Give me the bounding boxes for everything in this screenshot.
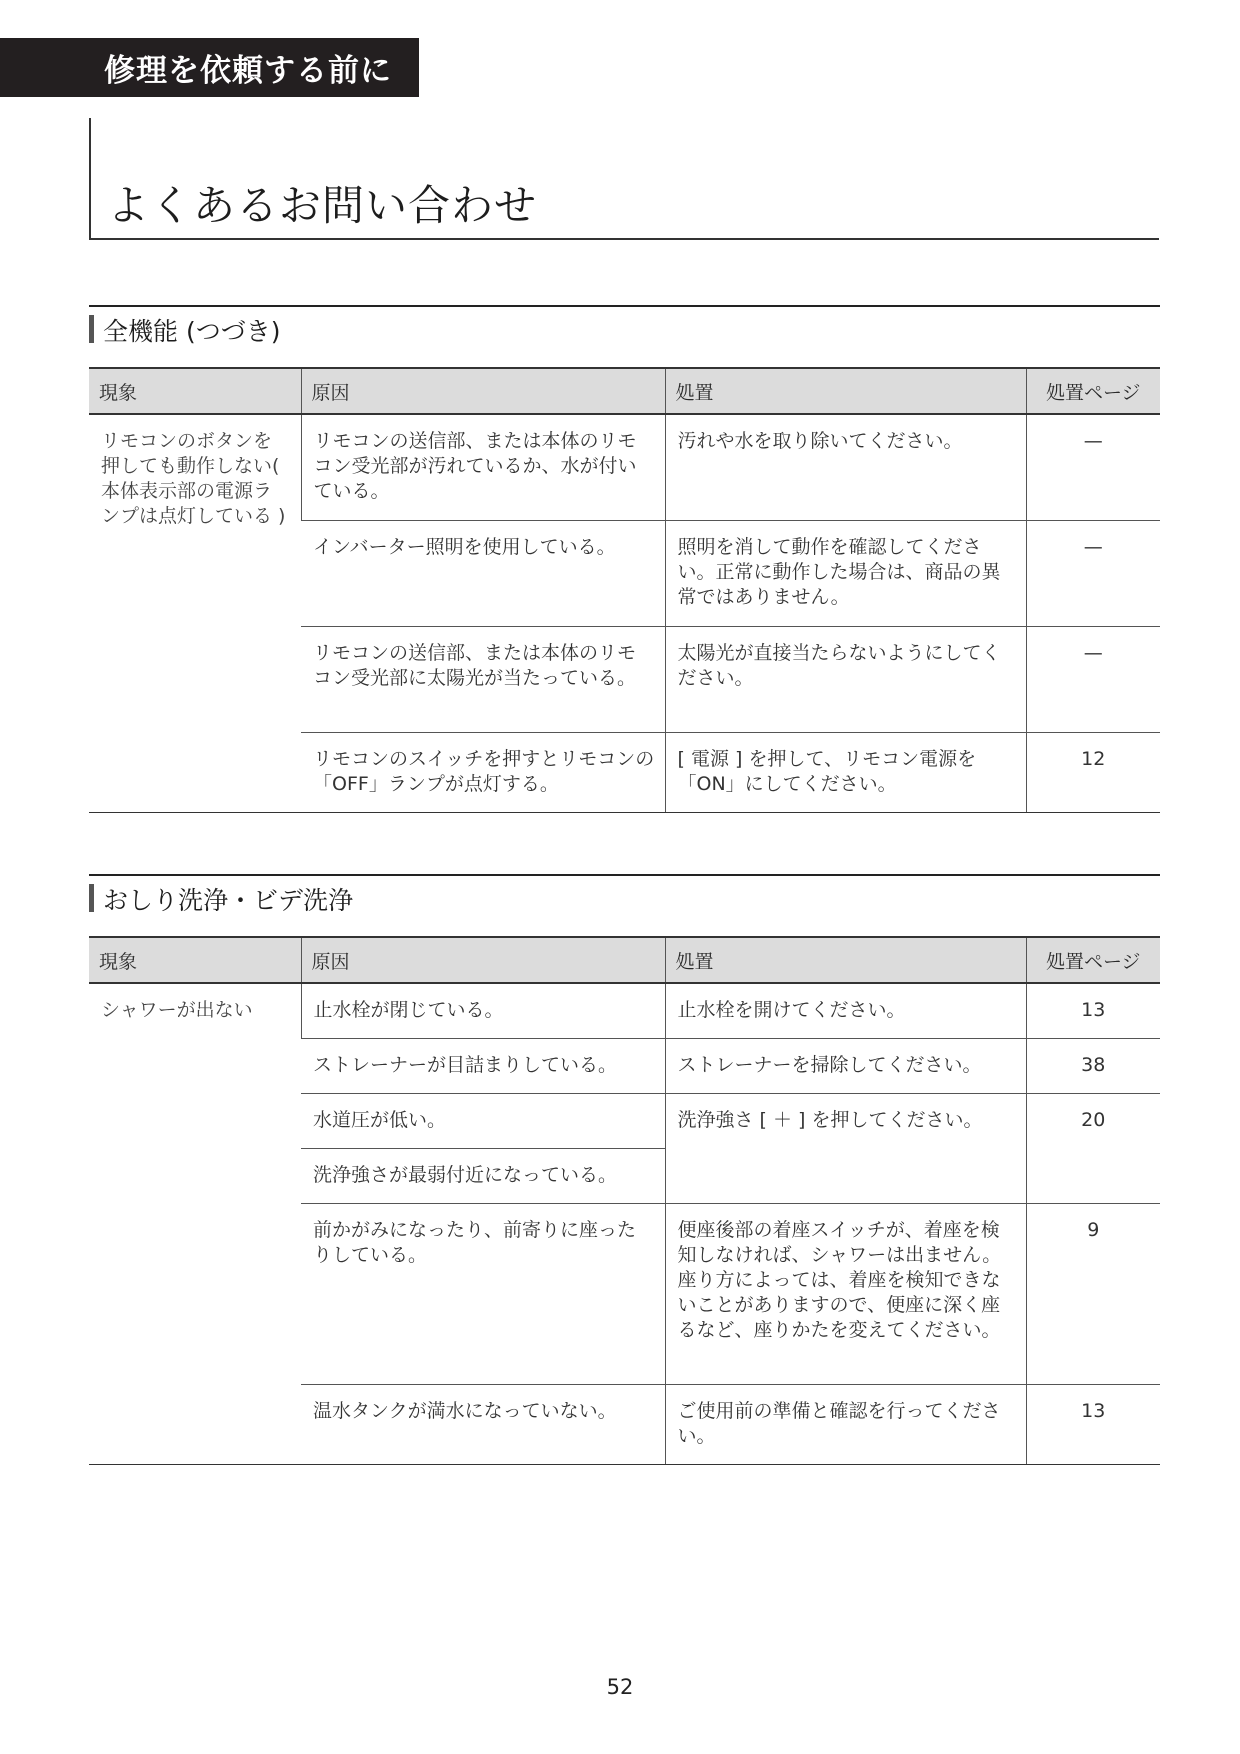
- col-page: 処置ページ: [1026, 368, 1160, 414]
- col-cause: 原因: [301, 368, 665, 414]
- action-cell: 便座後部の着座スイッチが、着座を検知しなければ、シャワーは出ません。座り方によっては、着座を検知できないことがありますので、便座に深く座るなど、座りかたを変えてください。: [665, 1203, 1026, 1384]
- cause-cell: インバーター照明を使用している。: [301, 520, 665, 626]
- col-action: 処置: [665, 937, 1026, 983]
- action-cell: 汚れや水を取り除いてください。: [665, 414, 1026, 520]
- cause-cell: ストレーナーが目詰まりしている。: [301, 1038, 665, 1093]
- action-cell: ご使用前の準備と確認を行ってください。: [665, 1384, 1026, 1464]
- page-cell: —: [1026, 414, 1160, 520]
- table-row: [89, 983, 1160, 1038]
- action-cell: 止水栓を開けてください。: [665, 983, 1026, 1038]
- cause-cell: リモコンの送信部、または本体のリモコン受光部に太陽光が当たっている。: [301, 626, 665, 732]
- section-washing: [89, 874, 1160, 1465]
- page-cell: 13: [1026, 983, 1160, 1038]
- table-header-row: [89, 937, 1160, 983]
- heading-marker: [89, 884, 94, 912]
- cause-cell: 止水栓が閉じている。: [301, 983, 665, 1038]
- page-cell: 13: [1026, 1384, 1160, 1464]
- page-cell: 20: [1026, 1093, 1160, 1203]
- col-cause: 原因: [301, 937, 665, 983]
- chapter-title: 修理を依頼する前に: [104, 53, 392, 89]
- action-cell: 太陽光が直接当たらないようにしてください。: [665, 626, 1026, 732]
- action-cell: ストレーナーを掃除してください。: [665, 1038, 1026, 1093]
- cause-cell: 洗浄強さが最弱付近になっている。: [301, 1148, 665, 1203]
- page-cell: 38: [1026, 1038, 1160, 1093]
- action-cell: 照明を消して動作を確認してください。正常に動作した場合は、商品の異常ではありません。: [665, 520, 1026, 626]
- faq-table: [89, 936, 1160, 1465]
- section-title: 全機能 (つづき): [103, 317, 281, 346]
- page-cell: —: [1026, 520, 1160, 626]
- title-block: [89, 118, 1159, 240]
- chapter-tab: [0, 38, 419, 97]
- cause-cell: 温水タンクが満水になっていない。: [301, 1384, 665, 1464]
- col-phenomenon: 現象: [89, 937, 301, 983]
- section-all-functions: [89, 305, 1160, 813]
- faq-table: [89, 367, 1160, 813]
- section-heading: [89, 874, 1160, 916]
- page-cell: —: [1026, 626, 1160, 732]
- heading-marker: [89, 315, 94, 343]
- page-cell: 12: [1026, 732, 1160, 812]
- col-phenomenon: 現象: [89, 368, 301, 414]
- cause-cell: リモコンのスイッチを押すとリモコンの「OFF」ランプが点灯する。: [301, 732, 665, 812]
- phenomenon-cell: シャワーが出ない: [89, 983, 301, 1464]
- page-title: よくあるお問い合わせ: [107, 181, 538, 230]
- phenomenon-cell: リモコンのボタンを押しても動作しない( 本体表示部の電源ランプは点灯している ): [89, 414, 301, 812]
- page-number: 52: [606, 1675, 634, 1699]
- section-heading: [89, 305, 1160, 347]
- table-row: [89, 414, 1160, 520]
- page-cell: 9: [1026, 1203, 1160, 1384]
- cause-cell: リモコンの送信部、または本体のリモコン受光部が汚れているか、水が付いている。: [301, 414, 665, 520]
- col-action: 処置: [665, 368, 1026, 414]
- col-page: 処置ページ: [1026, 937, 1160, 983]
- section-title: おしり洗浄・ビデ洗浄: [103, 886, 354, 915]
- cause-cell: 水道圧が低い。: [301, 1093, 665, 1148]
- cause-cell: 前かがみになったり、前寄りに座ったりしている。: [301, 1203, 665, 1384]
- table-header-row: [89, 368, 1160, 414]
- action-cell: [ 電源 ] を押して、リモコン電源を「ON」にしてください。: [665, 732, 1026, 812]
- action-cell: 洗浄強さ [ ＋ ] を押してください。: [665, 1093, 1026, 1203]
